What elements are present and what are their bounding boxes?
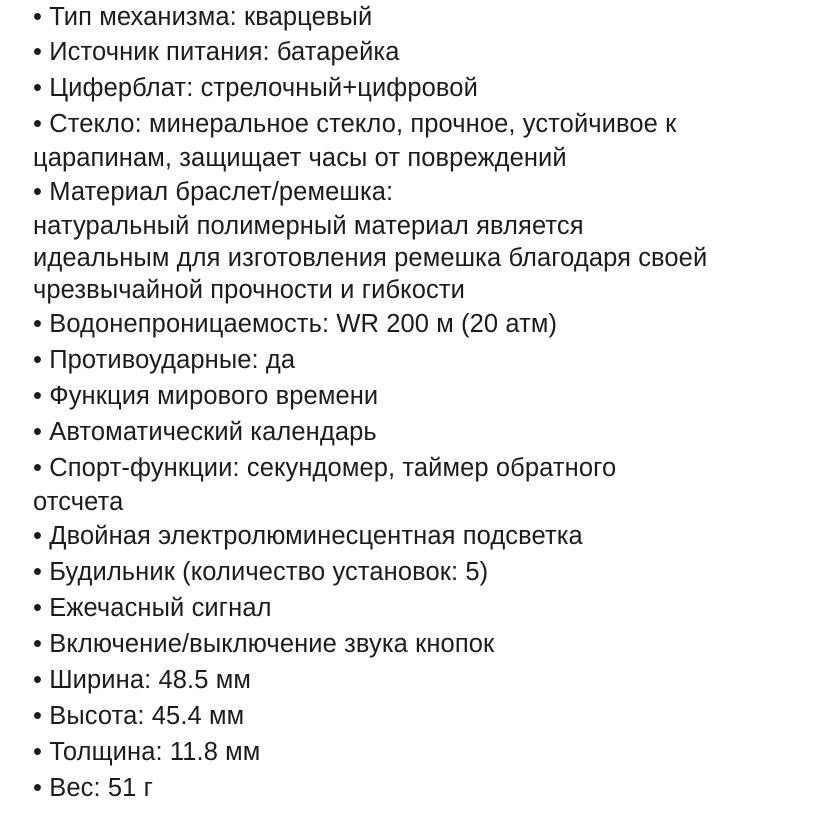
spec-strap-material-desc-3: чрезвычайной прочности и гибкости [33, 276, 465, 304]
spec-button-sound: • Включение/выключение звука кнопок [33, 630, 495, 658]
spec-hourly-signal: • Ежечасный сигнал [33, 594, 272, 622]
spec-world-time: • Функция мирового времени [33, 382, 379, 410]
spec-width: • Ширина: 48.5 мм [33, 666, 251, 694]
spec-power-source: • Источник питания: батарейка [33, 38, 400, 66]
spec-list [33, 0, 823, 806]
spec-sport-functions: • Спорт-функции: секундомер, таймер обратного [33, 454, 617, 482]
spec-sport-functions-continued: отсчета [33, 488, 124, 516]
spec-glass: • Стекло: минеральное стекло, прочное, устойчивое к [33, 110, 677, 138]
spec-glass-continued: царапинам, защищает часы от повреждений [33, 144, 567, 172]
spec-weight: • Вес: 51 г [33, 774, 153, 802]
spec-alarm: • Будильник (количество установок: 5) [33, 558, 489, 586]
spec-thickness: • Толщина: 11.8 мм [33, 738, 261, 766]
spec-dial: • Циферблат: стрелочный+цифровой [33, 74, 478, 102]
spec-shock-resistant: • Противоударные: да [33, 346, 296, 374]
spec-strap-material-desc-2: идеальным для изготовления ремешка благодаря своей [33, 244, 708, 272]
spec-strap-material: • Материал браслет/ремешка: [33, 178, 394, 206]
spec-height: • Высота: 45.4 мм [33, 702, 245, 730]
spec-mechanism-type: • Тип механизма: кварцевый [33, 3, 373, 31]
spec-water-resistance: • Водонепроницаемость: WR 200 м (20 атм) [33, 310, 558, 338]
spec-backlight: • Двойная электролюминесцентная подсветка [33, 522, 583, 550]
spec-strap-material-desc-1: натуральный полимерный материал является [33, 212, 584, 240]
spec-auto-calendar: • Автоматический календарь [33, 418, 377, 446]
